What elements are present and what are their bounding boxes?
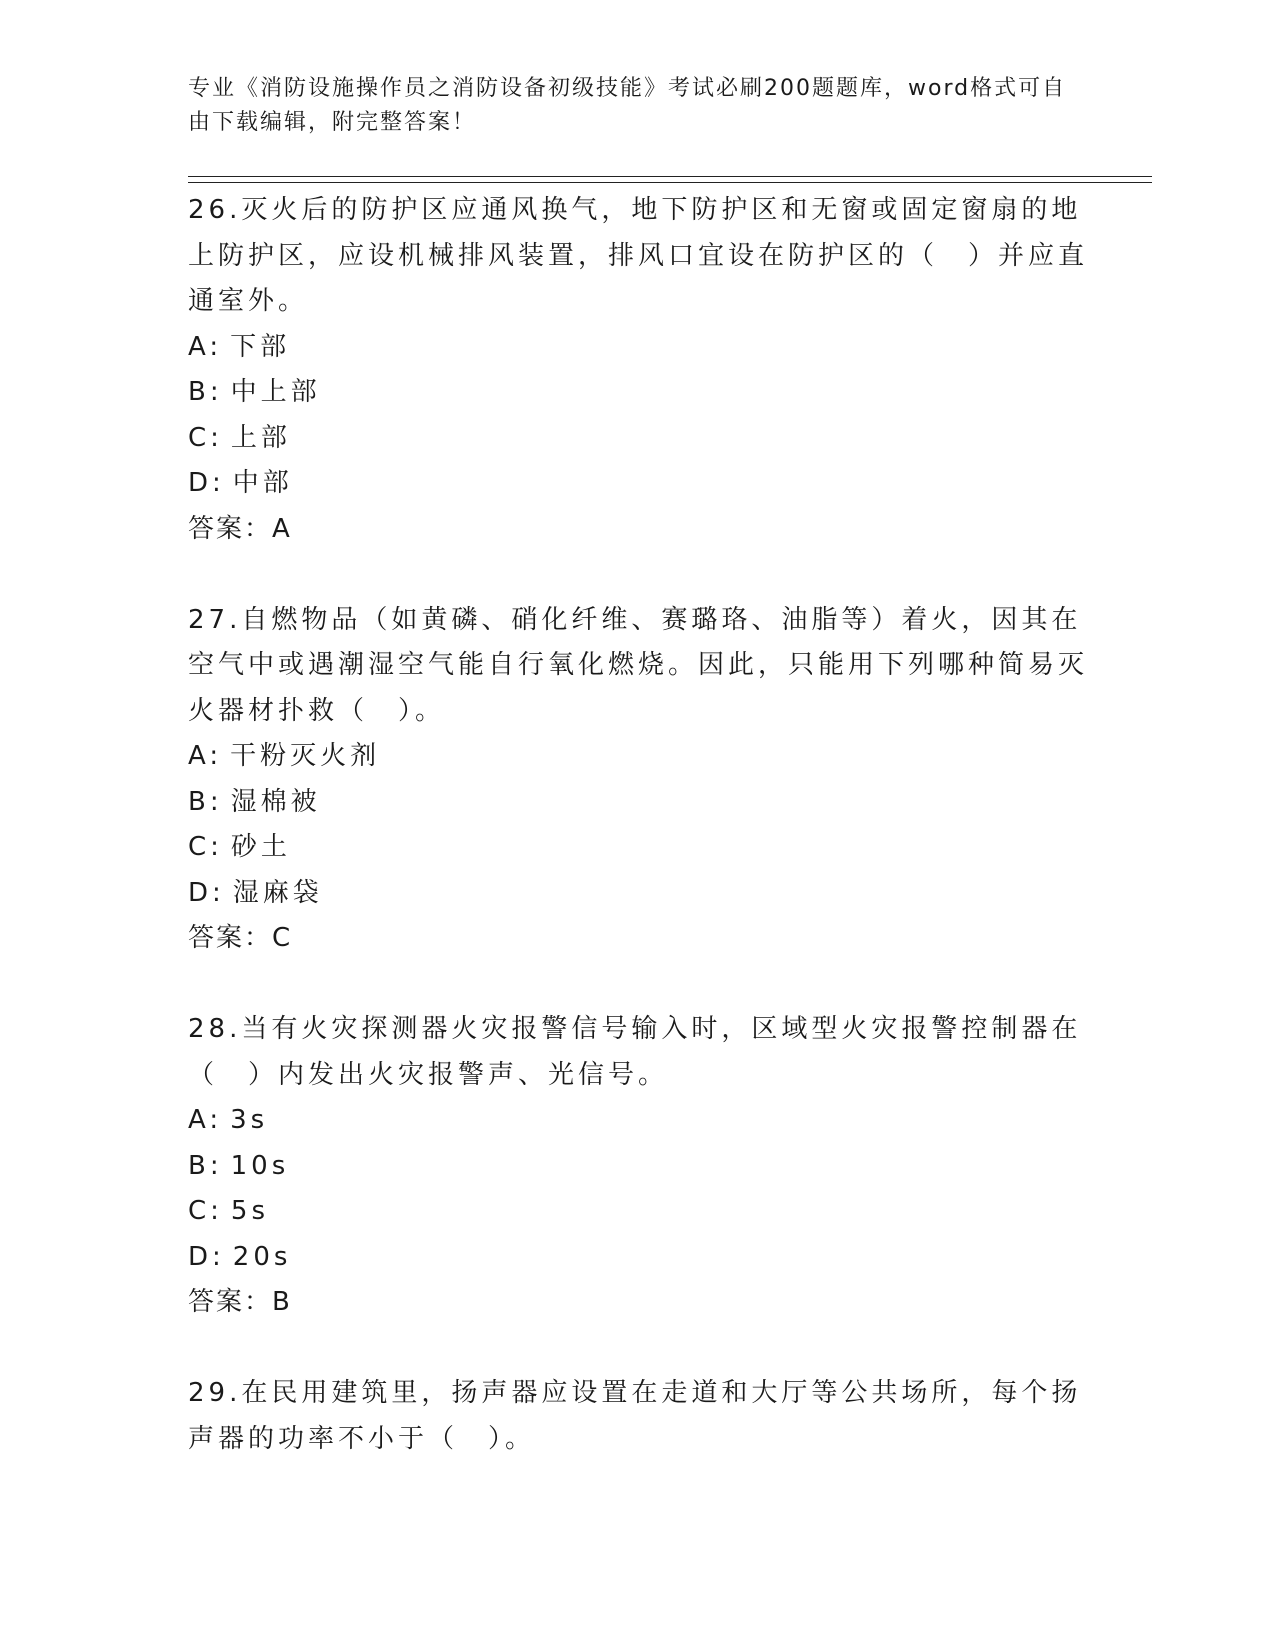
question-28 — [188, 1007, 1088, 1326]
option-value: 上部 — [230, 422, 291, 453]
question-29 — [188, 1371, 1088, 1462]
option-key: A: — [188, 331, 223, 362]
option-key: C: — [188, 1196, 223, 1226]
option-value: 3s — [230, 1105, 269, 1135]
option-c — [188, 825, 1088, 871]
question-text: 27.自燃物品（如黄磷、硝化纤维、赛璐珞、油脂等）着火，因其在空气中或遇潮湿空气能自行氧化燃烧。因此，只能用下列哪种简易灭火器材扑救（ ）。 — [188, 604, 1089, 726]
question-spacer — [188, 962, 1088, 1008]
option-value: 湿棉被 — [230, 786, 321, 817]
option-value: 下部 — [230, 331, 291, 362]
option-key: D: — [188, 877, 225, 908]
answer-line: 答案：B — [188, 1287, 292, 1317]
option-key: B: — [188, 1150, 223, 1181]
option-key: B: — [188, 786, 223, 817]
option-d — [188, 461, 1088, 507]
option-key: C: — [188, 422, 223, 453]
question-text: 26.灭火后的防护区应通风换气，地下防护区和无窗或固定窗扇的地上防护区，应设机械排风装置，排风口宜设在防护区的（ ）并应直通室外。 — [188, 195, 1089, 316]
question-list — [188, 188, 1088, 1462]
option-b — [188, 1144, 1088, 1190]
option-c — [188, 416, 1088, 462]
option-b — [188, 370, 1088, 416]
option-key: C: — [188, 832, 223, 862]
option-value: 10s — [230, 1150, 290, 1181]
question-spacer — [188, 1326, 1088, 1372]
option-value: 砂土 — [230, 832, 291, 862]
header-divider-top — [188, 176, 1152, 177]
question-text: 28.当有火灾探测器火灾报警信号输入时，区域型火灾报警控制器在（ ）内发出火灾报警声、光信号。 — [188, 1014, 1082, 1090]
question-26 — [188, 188, 1088, 552]
option-b — [188, 780, 1088, 826]
option-a — [188, 325, 1088, 371]
option-key: D: — [188, 1241, 225, 1272]
option-key: A: — [188, 741, 223, 771]
header-divider-bottom — [188, 182, 1152, 183]
option-value: 中部 — [232, 468, 293, 498]
option-value: 20s — [232, 1241, 292, 1272]
option-c — [188, 1189, 1088, 1235]
option-a — [188, 734, 1088, 780]
option-value: 湿麻袋 — [232, 877, 323, 908]
option-d — [188, 1235, 1088, 1281]
document-header: 专业《消防设施操作员之消防设备初级技能》考试必刷200题题库，word格式可自由下载编辑，附完整答案！ — [188, 76, 1067, 135]
option-value: 中上部 — [230, 377, 321, 407]
question-spacer — [188, 552, 1088, 598]
option-key: B: — [188, 377, 223, 407]
option-value: 干粉灭火剂 — [230, 741, 381, 771]
question-27 — [188, 598, 1088, 962]
option-key: A: — [188, 1105, 223, 1135]
answer-line: 答案：C — [188, 923, 293, 953]
option-d — [188, 871, 1088, 917]
option-key: D: — [188, 468, 225, 498]
option-a — [188, 1098, 1088, 1144]
question-text: 29.在民用建筑里，扬声器应设置在走道和大厅等公共场所，每个扬声器的功率不小于（ ）。 — [188, 1378, 1082, 1454]
answer-line: 答案：A — [188, 513, 292, 544]
option-value: 5s — [230, 1196, 270, 1226]
